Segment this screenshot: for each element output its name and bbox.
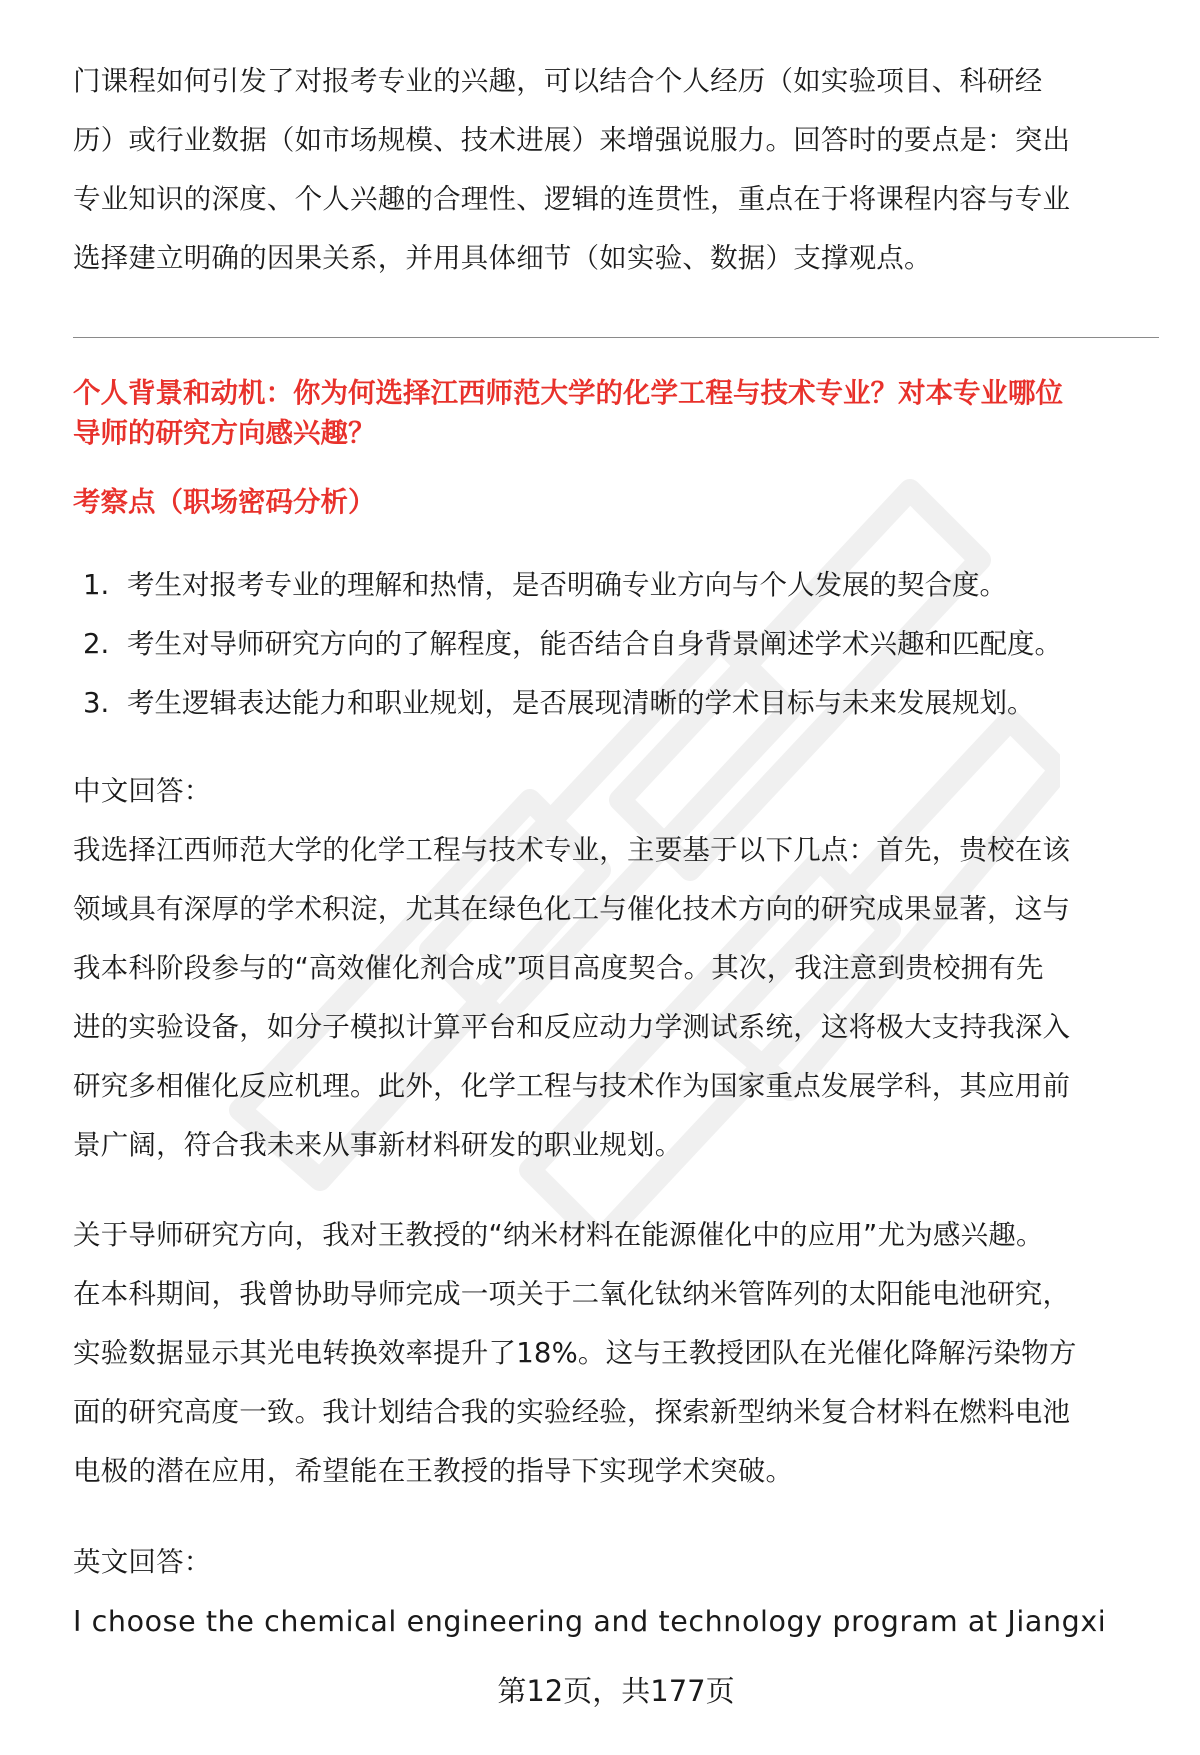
section-divider — [73, 337, 1159, 338]
text-line: 面的研究高度一致。我计划结合我的实验经验，探索新型纳米复合材料在燃料电池 — [73, 1396, 1071, 1428]
text-line: 研究多相催化反应机理。此外，化学工程与技术作为国家重点发展学科，其应用前 — [73, 1070, 1071, 1102]
text-line: 门课程如何引发了对报考专业的兴趣，可以结合个人经历（如实验项目、科研经 — [73, 65, 1043, 97]
list-text: 考生对报考专业的理解和热情，是否明确专业方向与个人发展的契合度。 — [127, 569, 1007, 601]
list-number: 1. — [83, 569, 110, 601]
list-text: 考生对导师研究方向的了解程度，能否结合自身背景阐述学术兴趣和匹配度。 — [127, 628, 1062, 660]
chinese-answer-label: 中文回答： — [73, 775, 212, 807]
text-line: 在本科期间，我曾协助导师完成一项关于二氧化钛纳米管阵列的太阳能电池研究， — [73, 1278, 1071, 1310]
list-item — [83, 615, 1159, 674]
english-answer-text: I choose the chemical engineering and technology program at Jiangxi — [73, 1605, 1107, 1638]
text-line: 景广阔，符合我未来从事新材料研发的职业规划。 — [73, 1129, 683, 1161]
list-number: 2. — [83, 628, 110, 660]
intro-paragraph — [73, 52, 1159, 288]
list-text: 考生逻辑表达能力和职业规划，是否展现清晰的学术目标与未来发展规划。 — [127, 687, 1035, 719]
text-line: 进的实验设备，如分子模拟计算平台和反应动力学测试系统，这将极大支持我深入 — [73, 1011, 1071, 1043]
document-page — [73, 0, 1159, 1755]
text-line: 我选择江西师范大学的化学工程与技术专业，主要基于以下几点：首先，贵校在该 — [73, 834, 1071, 866]
assessment-list — [83, 556, 1159, 733]
text-line: 历）或行业数据（如市场规模、技术进展）来增强说服力。回答时的要点是：突出 — [73, 124, 1071, 156]
text-line: 关于导师研究方向，我对王教授的“纳米材料在能源催化中的应用”尤为感兴趣。 — [73, 1219, 1044, 1251]
question-line: 个人背景和动机：你为何选择江西师范大学的化学工程与技术专业？对本专业哪位 — [73, 377, 1063, 409]
chinese-answer-paragraph-1 — [73, 821, 1159, 1175]
text-line: 实验数据显示其光电转换效率提升了18%。这与王教授团队在光催化降解污染物方 — [73, 1337, 1077, 1369]
text-line: 领域具有深厚的学术积淀，尤其在绿色化工与催化技术方向的研究成果显著，这与 — [73, 893, 1071, 925]
list-item — [83, 674, 1159, 733]
assessment-heading: 考察点（职场密码分析） — [73, 486, 376, 518]
text-line: 专业知识的深度、个人兴趣的合理性、逻辑的连贯性，重点在于将课程内容与专业 — [73, 183, 1071, 215]
question-line: 导师的研究方向感兴趣？ — [73, 417, 376, 449]
english-answer-label: 英文回答： — [73, 1546, 212, 1578]
list-number: 3. — [83, 687, 110, 719]
text-line: 电极的潜在应用，希望能在王教授的指导下实现学术突破。 — [73, 1455, 794, 1487]
text-line: 选择建立明确的因果关系，并用具体细节（如实验、数据）支撑观点。 — [73, 242, 932, 274]
text-line: 我本科阶段参与的“高效催化剂合成”项目高度契合。其次，我注意到贵校拥有先 — [73, 952, 1044, 984]
list-item — [83, 556, 1159, 615]
question-heading — [73, 373, 1159, 453]
chinese-answer-paragraph-2 — [73, 1206, 1159, 1501]
page-number: 第12页，共177页 — [497, 1674, 735, 1708]
